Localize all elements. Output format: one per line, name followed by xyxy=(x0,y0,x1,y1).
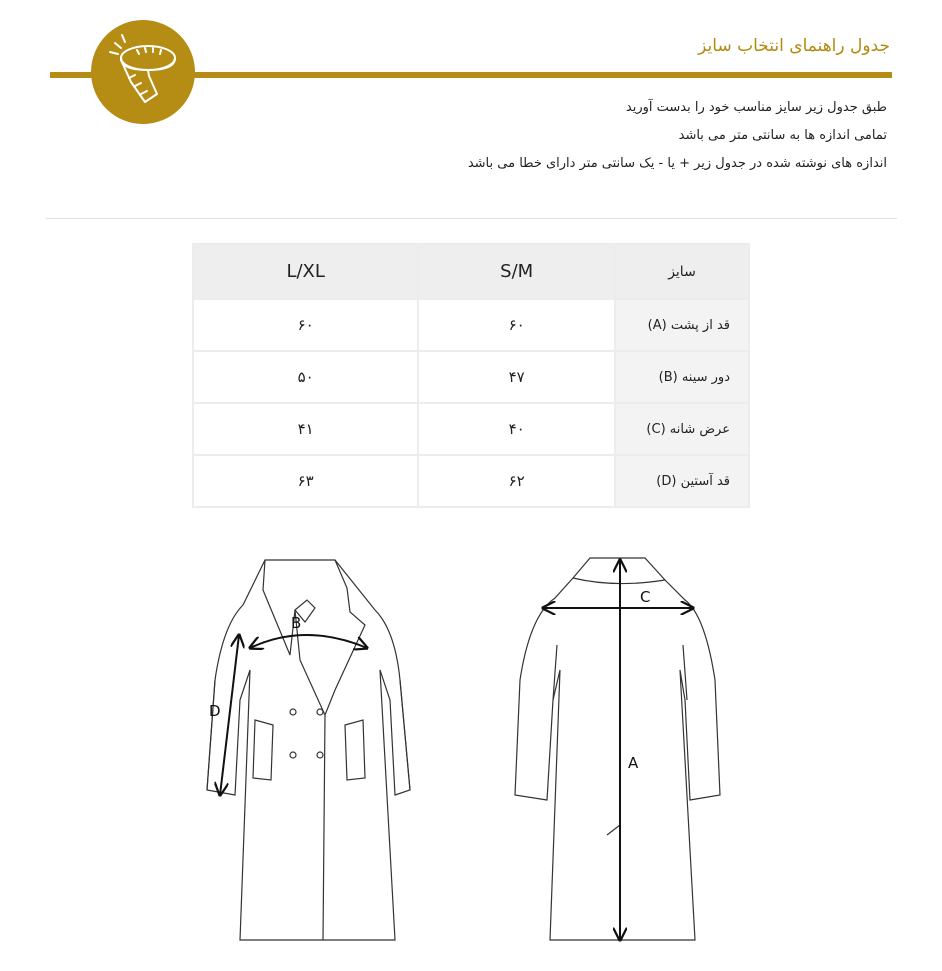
size-table xyxy=(192,243,750,508)
cell-sm: ۶۲ xyxy=(418,455,615,507)
cell-sm: ۴۰ xyxy=(418,403,615,455)
cell-lxl: ۶۳ xyxy=(193,455,418,507)
section-divider xyxy=(46,218,897,219)
table-row xyxy=(193,299,749,351)
col-header-size: سایز xyxy=(615,244,749,299)
label-c: C xyxy=(640,588,651,606)
table-row xyxy=(193,455,749,507)
cell-lxl: ۴۱ xyxy=(193,403,418,455)
label-b: B xyxy=(291,614,302,632)
table-header-row xyxy=(193,244,749,299)
coat-measurement-diagram xyxy=(195,550,740,950)
row-label: دور سینه (B) xyxy=(615,351,749,403)
row-label: قد از پشت (A) xyxy=(615,299,749,351)
col-header-lxl: L/XL xyxy=(193,244,418,299)
note-line: تمامی اندازه ها به سانتی متر می باشد xyxy=(678,128,887,143)
arrow-b xyxy=(250,635,367,648)
cell-sm: ۴۷ xyxy=(418,351,615,403)
table-row xyxy=(193,403,749,455)
instructions xyxy=(468,94,887,178)
label-a: A xyxy=(628,754,639,772)
row-label: قد آستین (D) xyxy=(615,455,749,507)
cell-sm: ۶۰ xyxy=(418,299,615,351)
coat-back-drawing xyxy=(515,558,720,940)
cell-lxl: ۵۰ xyxy=(193,351,418,403)
col-header-sm: S/M xyxy=(418,244,615,299)
measuring-tape-icon xyxy=(91,20,195,124)
table-row xyxy=(193,351,749,403)
note-line: طبق جدول زیر سایز مناسب خود را بدست آورید xyxy=(625,100,887,115)
page-title: جدول راهنمای انتخاب سایز xyxy=(698,36,890,56)
cell-lxl: ۶۰ xyxy=(193,299,418,351)
coat-front-drawing xyxy=(207,560,410,940)
label-d: D xyxy=(209,702,221,720)
row-label: عرض شانه (C) xyxy=(615,403,749,455)
note-line: اندازه های نوشته شده در جدول زیر + یا - یک سانتی متر دارای خطا می باشد xyxy=(467,156,887,171)
